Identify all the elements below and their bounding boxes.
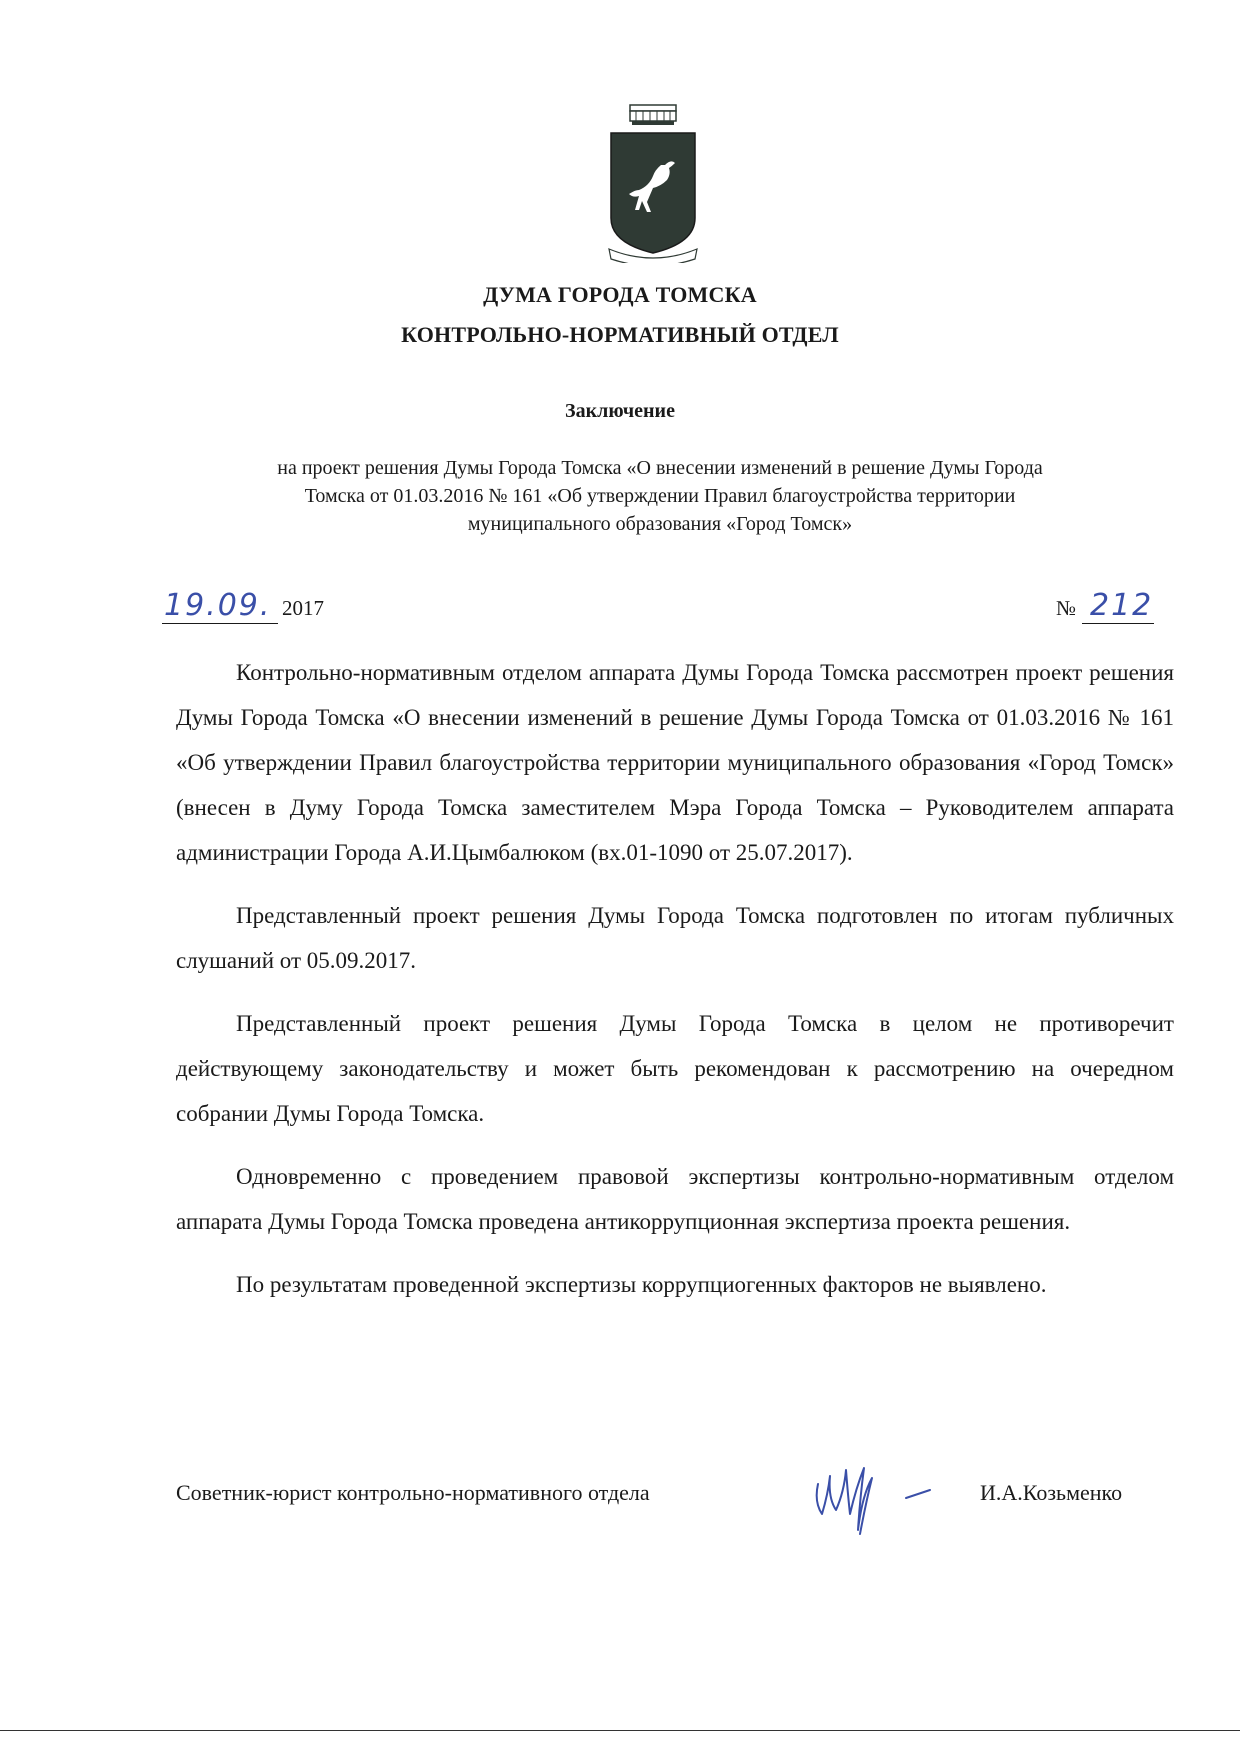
body-paragraph: Представленный проект решения Думы Города Томска подготовлен по итогам публичных слушаний от 05.09.2017.: [176, 903, 1174, 973]
signer-position: Советник-юрист контрольно-нормативного отдела: [176, 1480, 650, 1505]
body-paragraph: Представленный проект решения Думы Города Томска в целом не противоречит действующему законодательству и может быть рекомендован к рассмотрению на очередном собрании Думы Города Томска.: [176, 1011, 1174, 1126]
document-body: [176, 650, 1174, 1325]
document-title: Заключение: [565, 400, 675, 422]
subject-line: Томска от 01.03.2016 № 161 «Об утверждении Правил благоустройства территории: [304, 485, 1016, 507]
body-paragraph: По результатам проведенной экспертизы коррупциогенных факторов не выявлено.: [236, 1272, 1047, 1297]
page-bottom-rule: [0, 1730, 1240, 1731]
number-prefix: №: [1055, 596, 1076, 620]
date-year: 2017: [282, 596, 324, 620]
signer-name: И.А.Козьменко: [980, 1480, 1123, 1505]
handwritten-date: 19.09.: [164, 588, 272, 623]
document-date: [162, 588, 324, 624]
handwritten-number: 212: [1090, 588, 1154, 623]
org-name-line2: КОНТРОЛЬНО-НОРМАТИВНЫЙ ОТДЕЛ: [401, 322, 839, 347]
org-name-line1: ДУМА ГОРОДА ТОМСКА: [483, 282, 757, 307]
body-paragraph: Контрольно-нормативным отделом аппарата Думы Города Томска рассмотрен проект решения Думы Города Томска «О внесении изменений в решение Думы Города Томска от 01.03.2016 № 161 «Об утверждении Правил благоустройства территории муниципального образования «Город Томск» (внесен в Думу Города Томска заместителем Мэра Города Томска – Руководителем аппарата администрации Города А.И.Цымбалюком (вх.01-1090 от 25.07.2017).: [176, 660, 1174, 865]
handwritten-signature-icon: [806, 1454, 946, 1564]
body-paragraph: Одновременно с проведением правовой экспертизы контрольно-нормативным отделом аппарата Думы Города Томска проведена антикоррупционная экспертиза проекта решения.: [176, 1164, 1174, 1234]
subject-line: муниципального образования «Город Томск»: [467, 513, 853, 535]
coat-of-arms-tomsk-icon: [603, 103, 703, 263]
document-number: [1056, 588, 1154, 624]
subject-line: на проект решения Думы Города Томска «О внесении изменений в решение Думы Города: [277, 457, 1043, 479]
document-subject: [170, 454, 1150, 538]
